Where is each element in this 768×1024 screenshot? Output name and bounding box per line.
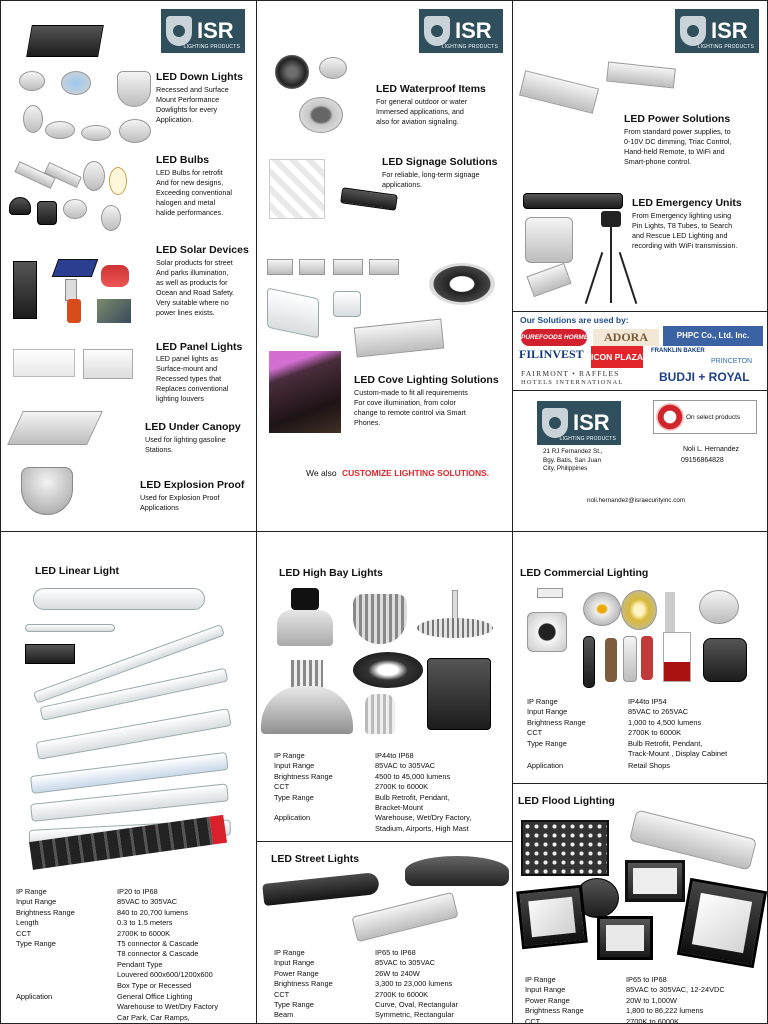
spec-row [274,761,471,771]
pendant-light-image [663,632,691,682]
spec-row [274,813,471,834]
product-title-cove: LED Cove Lighting Solutions [354,374,499,386]
product-desc-canopy: Used for lighting gasoline Stations. [145,435,226,454]
section-title-flood: LED Flood Lighting [518,795,615,807]
spec-row [16,908,218,918]
spec-key: Input Range [525,985,566,995]
logo-name: ISR [711,18,748,43]
bulb-image [101,205,121,231]
spec-value: 85VAC to 305VAC [375,958,436,968]
product-desc-explosion: Used for Explosion Proof Applications [140,493,220,512]
spec-table-flood [525,975,725,1024]
bulb-image [109,167,127,195]
panel-light-image [83,349,133,379]
logo-name: ISR [573,410,610,435]
track-light-image [521,588,575,664]
spec-key: Power Range [525,995,570,1005]
cove-profile-image [267,287,319,338]
product-desc-signage: For reliable, long-term signage applications. [382,170,480,189]
spec-value: IP20 to IP68 [117,887,158,896]
spec-key: IP Range [527,697,558,706]
spec-row [527,728,727,738]
spec-value: Bulb Retrofit, Pendant, Track-Mount , Display Cabinet [628,738,728,759]
product-title-power: LED Power Solutions [624,113,731,125]
spec-value: General Office Lighting Warehouse to Wet/Dry Factory Car Park, Car Ramps, [117,992,219,1022]
spec-row [16,918,218,928]
customize-line [306,468,489,478]
spec-value: 1,800 to 86,222 lumens [626,1006,704,1016]
isr-logo [161,9,245,53]
contact-email: noli.hernandez@israecurityinc.com [587,497,686,504]
spec-key: Input Range [527,707,568,717]
client-logo-adora: ADORA [593,329,659,346]
spec-key: Brightness Range [527,717,586,727]
spec-value: IP65 to IP68 [375,948,416,957]
panel-commercial-lighting [512,531,768,784]
highbay-flood-image [427,658,491,730]
spec-row [525,1017,725,1024]
spec-value: Warehouse, Wet/Dry Factory, Stadium, Airports, High Mast [375,813,472,833]
section-title-high-bay: LED High Bay Lights [279,567,383,579]
product-title-explosion: LED Explosion Proof [140,479,245,491]
spec-row [16,992,218,1023]
tripod-search-light-image [589,211,633,305]
emergency-pin-light-image [526,263,571,297]
logo-name: ISR [197,18,234,43]
highbay-bulb-image [365,694,395,734]
bulb-image [37,201,57,225]
cove-profile-image [267,259,293,275]
signage-driver-image [340,187,398,211]
bulb-image [83,161,105,191]
spec-key: Input Range [16,897,57,907]
emergency-twin-light-image [525,217,573,263]
product-title-canopy: LED Under Canopy [145,421,241,433]
spec-key: CCT [274,782,290,792]
panel-product-list-3 [512,0,768,312]
product-desc-cove: Custom-made to fit all requirements For cove illumination, from color change to remote control via Smart Phones. [354,388,468,427]
flood-light-image [516,885,588,950]
spec-value: 2700K to 6000K [626,1016,680,1024]
company-address: 21 RJ Fernandez St., Bgy. Batis, San Juan City, Philippines [543,448,603,472]
power-supply-image [519,70,599,114]
spec-value: 85VAC to 305VAC [375,761,436,771]
client-logo-budji-royal: BUDJI + ROYAL [659,370,750,384]
spec-row [527,761,727,771]
spec-value: IP44to IP54 [628,697,667,706]
clients-heading: Our Solutions are used by: [520,315,629,325]
spec-value: 2700K to 6000K [628,728,682,738]
spec-row [274,793,471,814]
downlight-image [119,119,151,143]
spec-row [274,969,458,979]
panel-contact [512,390,768,532]
power-driver-image [354,318,445,357]
spec-row [274,1010,458,1020]
spec-key: CCT [16,928,32,938]
shield-logo-icon [680,16,706,46]
product-title-solar: LED Solar Devices [156,244,249,256]
spec-key: Input Range [274,958,315,968]
led-strip-reel-image [429,263,495,305]
product-desc-solar: Solar products for street And parks illumination, as well as products for Ocean and Road Safety. Very suitable where no power lines exists. [156,258,235,317]
spec-value: T5 connector & Cascade T8 connector & Cascade Pendant Type Louvered 600x600/1200x600 Box Type or Recessed [117,939,213,990]
product-desc-emergency: From Emergency lighting using Pin Lights, T8 Tubes, to Search and Rescue LED Lighting and recording with WiFi transmission. [632,211,738,250]
shield-logo-icon [424,16,450,46]
solar-marker-image [67,299,81,323]
section-title-commercial: LED Commercial Lighting [520,567,649,579]
spec-row [525,996,725,1006]
client-logo-hotels-international: HOTELS INTERNATIONAL [521,379,624,386]
spec-row [16,939,218,991]
solar-road-image [97,299,131,323]
spec-row [525,1006,725,1016]
client-logo-franklin-baker: FRANKLIN BAKER [651,348,705,354]
product-title-bulbs: LED Bulbs [156,154,210,166]
spec-row [527,707,727,717]
select-products-badge [653,400,757,434]
spec-value: Bulb Retrofit, Pendant, Bracket-Mount [375,792,450,813]
linear-connector-image [25,644,75,664]
linear-light-image [25,624,115,632]
isr-logo [537,401,621,445]
spec-key: Type Range [274,792,314,802]
downlight-image [61,71,91,95]
display-spot-image [623,636,637,682]
spec-table-street [274,948,458,1021]
downlight-image [81,125,111,141]
signage-module-image [269,159,325,219]
spec-row [527,697,727,707]
panel-product-list-1 [0,0,257,532]
isr-logo [675,9,759,53]
client-logo-icon-plaza: ICON PLAZA [591,346,643,368]
contact-name: Noli L. Hernandez [683,446,740,453]
spec-value: 4500 to 45,000 lumens [375,771,451,781]
spec-row [274,990,458,1000]
spec-table-linear [16,887,218,1023]
spec-key: IP Range [274,948,305,957]
spec-value: 2700K to 6000K [375,989,429,999]
spec-row [527,718,727,728]
product-desc-panel: LED panel lights as Surface-mount and Recessed types that Replaces conventional lighting louvers [156,354,229,403]
spec-key: Input Range [274,761,315,771]
solar-light-image [65,279,77,301]
spec-value: 840 to 20,700 lumens [117,907,189,917]
highbay-image [417,590,493,642]
spotlight-image [583,592,621,626]
section-title-linear: LED Linear Light [35,565,119,577]
flood-light-image [597,916,653,960]
client-logo-filinvest: FILINVEST [519,347,584,361]
spec-key: Type Range [527,738,567,748]
spec-key: Brightness Range [274,979,333,989]
spec-row [274,1000,458,1010]
spec-value: IP44to IP68 [375,751,414,760]
spec-value: 3,300 to 23,000 lumens [375,979,453,989]
flood-light-image [521,820,609,876]
client-logo-fairmont: FAIRMONT • RAFFLES [521,369,620,378]
spec-key: CCT [274,989,290,999]
downlight-image [19,71,45,91]
spec-row [274,782,471,792]
spec-row [525,985,725,995]
seal-icon [656,403,684,431]
spec-value: Retail Shops [628,761,670,771]
spec-key: Type Range [274,1000,314,1010]
logo-tagline: LIGHTING PRODUCTS [441,44,498,50]
panel-linear-light [0,531,257,1024]
explosion-proof-image [21,467,73,515]
logo-tagline: LIGHTING PRODUCTS [697,44,754,50]
spec-value: IP65 to IP68 [626,975,667,984]
spec-key: Application [527,761,564,771]
logo-tagline: LIGHTING PRODUCTS [559,436,616,442]
spec-key: Power Range [274,968,319,978]
emergency-tube-image [523,193,623,209]
spec-row [16,887,218,897]
product-desc-power: From standard power supplies, to 0-10V DC dimming, Triac Control, Hand-held Remote, to WiFi and Smart-phone control. [624,127,732,166]
flood-light-image [677,878,767,968]
spec-value: 85VAC to 305VAC, 12-24VDC [626,985,725,995]
spotlight-image [621,590,657,630]
client-logo-purefoods: PUREFOODS HORMEL [521,329,587,346]
bulb-image [63,199,87,219]
highbay-image [353,594,407,644]
panel-street-lights [256,841,513,1024]
spec-key: Length [16,918,39,928]
spec-key: IP Range [16,887,47,896]
highbay-image [277,588,333,646]
spec-value: 85VAC to 265VAC [628,707,689,717]
spec-row [274,772,471,782]
cove-profile-image [369,259,399,275]
spec-key: IP Range [274,751,305,760]
downlight-image [117,71,151,107]
cove-profile-image [299,259,325,275]
highbay-image [261,660,353,734]
downlight-image [45,121,75,139]
spec-row [274,751,471,761]
waterproof-light-image [275,55,309,89]
bulb-image [9,197,31,215]
spec-key: Application [274,813,311,823]
spec-value: Curve, Oval, Rectangular [375,1000,458,1010]
spec-table-high-bay [274,751,471,834]
panel-product-list-2 [256,0,513,532]
product-title-emergency: LED Emergency Units [632,197,742,209]
highbay-ufo-image [353,652,423,688]
customize-prefix: We also [306,468,337,478]
shield-logo-icon [166,16,192,46]
spec-key: Brightness Range [274,771,333,781]
panel-high-bay [256,531,513,842]
spec-key: Brightness Range [16,907,75,917]
spec-value: 20W to 1,000W [626,995,677,1005]
spec-value: 2700K to 6000K [117,928,171,938]
spec-row [274,979,458,989]
waterproof-light-image [299,97,343,133]
spotlight-image [699,590,739,624]
linear-highbay-image [29,815,227,870]
cove-room-image [269,351,341,433]
spec-value: 85VAC to 305VAC [117,897,178,907]
contact-phone: 09156864828 [681,457,724,464]
flood-light-image [625,860,685,902]
spec-value: 2700K to 6000K [375,782,429,792]
streetlight-image [262,872,380,906]
display-spot-image [605,638,617,682]
streetlight-image [351,892,458,942]
spec-row [274,948,458,958]
canopy-light-image [7,411,103,445]
spec-value: 26W to 240W [375,968,420,978]
spec-key: Brightness Range [525,1006,584,1016]
downlight-triple-image [26,25,104,57]
spec-row [525,975,725,985]
logo-tagline: LIGHTING PRODUCTS [183,44,240,50]
spec-key: Application [16,992,53,1002]
spec-key: CCT [525,1016,541,1024]
spec-key: CCT [527,728,543,738]
panel-clients [512,311,768,391]
product-title-waterproof: LED Waterproof Items [376,83,486,95]
product-title-panel: LED Panel Lights [156,341,243,353]
product-desc-bulbs: LED Bulbs for retrofit And for new designs, Exceeding conventional halogen and metal halide performances. [156,168,232,217]
cove-profile-image [333,291,361,317]
power-supply-image [606,62,676,89]
streetlight-image [405,856,509,886]
spec-key: Beam [274,1010,294,1020]
spec-row [274,958,458,968]
spec-table-commercial [527,697,727,772]
product-title-downlights: LED Down Lights [156,71,243,83]
logo-name: ISR [455,18,492,43]
isr-logo [419,9,503,53]
customize-highlight: CUSTOMIZE LIGHTING SOLUTIONS. [341,468,490,478]
solar-marker-image [101,265,129,287]
product-desc-waterproof: For general outdoor or water Immersed applications, and also for aviation signaling. [376,97,468,126]
product-desc-downlights: Recessed and Surface Mount Performance Dowlights for every Application. [156,85,229,124]
spec-value: Symmetric, Rectangular [375,1010,454,1020]
product-title-signage: LED Signage Solutions [382,156,498,168]
waterproof-light-image [319,57,347,79]
spec-row [16,897,218,907]
solar-panel-image [52,259,99,277]
display-spot-image [641,636,653,680]
spec-row [527,739,727,760]
panel-light-image [13,349,75,377]
spec-key: Type Range [16,939,56,949]
cove-profile-image [333,259,363,275]
section-title-street: LED Street Lights [271,853,360,865]
spec-value: 0.3 to 1.5 meters [117,918,173,928]
solar-streetlight-image [13,261,37,319]
shield-logo-icon [542,408,568,438]
client-logo-phpc: PHPC Co., Ltd. Inc. [663,326,763,346]
spec-row [16,929,218,939]
spec-key: IP Range [525,975,556,984]
linear-light-image [33,588,205,610]
downlight-image [23,105,43,133]
panel-flood-lighting [512,783,768,1024]
badge-text: On select products [686,413,741,421]
spec-value: 1,000 to 4,500 lumens [628,717,702,727]
client-logo-princeton: PRINCETON [711,358,753,365]
track-light-image [703,638,747,682]
display-spot-image [583,636,595,688]
